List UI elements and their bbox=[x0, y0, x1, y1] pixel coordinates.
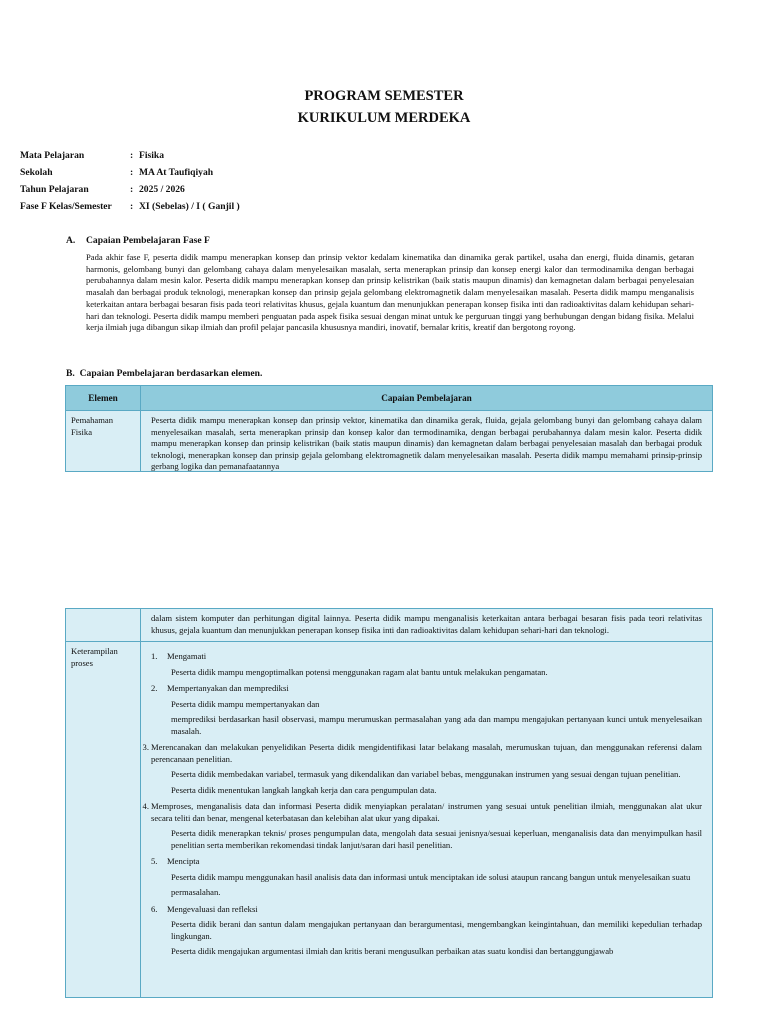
list-item-desc: Peserta didik mampu mempertanyakan dan bbox=[171, 698, 320, 709]
meta-row-school: Sekolah : MA At Taufiqiyah bbox=[20, 167, 240, 184]
capaian-continued: dalam sistem komputer dan perhitungan digital lainnya. Peserta didik mampu menganalisis keterkaitan antara berbagai besaran fisis pada teori relativitas khusus, gejala kuantum dan menunjukkan penerapan konsep fisika inti dan radioaktivitas dalam kehidupan sehari-hari dan teknologi. bbox=[141, 609, 713, 642]
meta-block bbox=[20, 150, 240, 218]
column-header-elemen: Elemen bbox=[66, 386, 141, 411]
table-row bbox=[66, 609, 713, 642]
meta-key: Fase F Kelas/Semester bbox=[20, 201, 112, 212]
section-number: A. bbox=[66, 235, 76, 246]
meta-row-subject: Mata Pelajaran : Fisika bbox=[20, 150, 240, 167]
document-subtitle: KURIKULUM MERDEKA bbox=[297, 110, 471, 126]
capaian-text: Peserta didik mampu menerapkan konsep dan prinsip vektor, kinematika dan dinamika gerak, fluida, gejala gelombang bunyi dan gelombang cahaya dalam menyelesaikan masalah, serta menerapkan prinsip dan konsep kalor dan termodinamika, dengan berbagai perubahannya dalam mesin kalor. Peserta didik mampu menerapkan konsep dan prinsip kelistrikan (baik statis maupun dinamis) dan kemagnetan dalam berbagai penyelesaian masalah dan berbagai produk teknologi, menerapkan konsep dan prinsip gejala gelombang elektromagnetik dalam menyelesaikan masalah. Peserta didik mampu memahami prinsip-prinsip gerbang logika dan pemanafaatannya bbox=[151, 415, 702, 471]
meta-value: MA At Taufiqiyah bbox=[139, 167, 214, 178]
list-item-desc: Peserta didik berani dan santun dalam mengajukan pertanyaan dan berargumentasi, mengembangkan keingintahuan, dan memiliki kepedulian terhadap lingkungan. bbox=[171, 919, 702, 941]
list-item: 5. Mencipta bbox=[151, 856, 200, 866]
cp-table-page1 bbox=[65, 385, 713, 472]
section-a-paragraph: Pada akhir fase F, peserta didik mampu menerapkan konsep dan prinsip vektor kedalam kinematika dan dinamika gerak partikel, usaha dan energi, fluida dinamis, getaran harmonis, gelombang bunyi dan gelombang cahaya dalam menyelesaikan masalah, serta menerapkan prinsip dan konsep energi kalor dan termodinamika dengan berbagai perubahannya dalam mesin kalor. Peserta didik mampu menerapkan konsep dan prinsip kelistrikan (baik statis maupun dinamis) dan kemagnetan dalam berbagai penyelesaian masalah dan berbagai produk teknologi, menerapkan konsep dan prinsip gejala gelombang elektromagnetik dalam menyelesaikan masalah. Peserta didik mampu menganalisis keterkaitan antara berbagai besaran fisis pada teori relativitas khusus, gejala kuantum dan menunjukkan penerapan konsep fisika inti dan radioaktivitas dalam kehidupan sehari-hari dan teknologi. Peserta didik mampu memberi penguatan pada aspek fisika sesuai dengan minat untuk ke perguruan tinggi yang berhubungan dengan bidang fisika. Melalui kerja ilmiah juga dibangun sikap ilmiah dan profil pelajar pancasila khususnya mandiri, inovatif, bernalar kritis, kreatif dan bergotong royong. bbox=[86, 252, 694, 333]
list-item-desc: Peserta didik mampu mengoptimalkan potensi menggunakan ragam alat bantu untuk melakukan pengamatan. bbox=[171, 666, 548, 677]
section-number: B. bbox=[66, 368, 75, 379]
list-item: 4. Memproses, menganalisis data dan informasi Peserta didik menyiapkan peralatan/ instrumen yang sesuai untuk penelitian ilmiah, menggunakan alat ukur secara teliti dan benar, mengenal keterbatasan dan kelebihan alat ukur yang dipakai. bbox=[142, 801, 702, 823]
section-title: Capaian Pembelajaran Fase F bbox=[86, 235, 210, 246]
meta-value: 2025 / 2026 bbox=[139, 184, 185, 195]
list-item-desc: Peserta didik mengajukan argumentasi ilmiah dan kritis berani mengusulkan perbaikan atas suatu kondisi dan bertanggungjawab bbox=[171, 946, 614, 956]
meta-value: Fisika bbox=[139, 150, 165, 161]
meta-key: Sekolah bbox=[20, 167, 53, 178]
section-title: Capaian Pembelajaran berdasarkan elemen. bbox=[79, 368, 263, 379]
capaian-cell bbox=[141, 411, 713, 472]
section-b-heading bbox=[66, 368, 262, 379]
section-a-heading bbox=[66, 235, 210, 246]
meta-row-class: Fase F Kelas/Semester : XI (Sebelas) / I ( Ganjil ) bbox=[20, 201, 240, 218]
meta-key: Mata Pelajaran bbox=[20, 150, 85, 161]
list-item-desc: Peserta didik menerapkan teknis/ proses pengumpulan data, mengolah data sesuai jenisnya/sesuai keperluan, menganalisis data dan menyimpulkan hasil penelitian serta memberikan rekomendasi tindak lanjut/saran dari hasil penelitian. bbox=[171, 828, 702, 850]
list-item: 1. Mengamati bbox=[151, 651, 207, 661]
document-title: PROGRAM SEMESTER bbox=[304, 88, 464, 104]
cp-table-page2 bbox=[65, 608, 713, 998]
elemen-cell: Pemahaman Fisika bbox=[66, 411, 141, 472]
list-item-desc: Peserta didik membedakan variabel, termasuk yang dikendalikan dan variabel bebas, menggunakan instrumen yang sesuai dengan tujuan penelitian. bbox=[171, 769, 681, 779]
meta-key: Tahun Pelajaran bbox=[20, 184, 89, 195]
keterampilan-cell bbox=[141, 642, 713, 998]
list-item-desc: Peserta didik mampu menggunakan hasil analisis data dan informasi untuk menciptakan ide solusi ataupun rancang bangun untuk menyelesaikan suatu bbox=[171, 871, 691, 882]
list-item-desc: memprediksi berdasarkan hasil observasi, mampu merumuskan permasalahan yang ada dan mampu mengajukan pertanyaan kunci untuk menyelesaikan masalah. bbox=[171, 714, 702, 736]
list-item: 6. Mengevaluasi dan refleksi bbox=[151, 903, 258, 914]
elemen-cell-empty bbox=[66, 609, 141, 642]
elemen-cell: Keterampilan proses bbox=[66, 642, 141, 998]
table-row bbox=[66, 642, 713, 998]
list-item-desc: permasalahan. bbox=[171, 887, 221, 897]
list-item: 3. Merencanakan dan melakukan penyelidikan Peserta didik mengidentifikasi latar belakang masalah, merumuskan tujuan, dan menggunakan referensi dalam perencanaan penelitian. bbox=[142, 742, 702, 764]
list-item: 2. Mempertanyakan dan memprediksi bbox=[151, 683, 289, 693]
list-item-desc: Peserta didik menentukan langkah langkah kerja dan cara pengumpulan data. bbox=[171, 784, 437, 795]
table-row bbox=[66, 411, 713, 472]
meta-value: XI (Sebelas) / I ( Ganjil ) bbox=[139, 201, 240, 212]
meta-row-year: Tahun Pelajaran : 2025 / 2026 bbox=[20, 184, 240, 201]
column-header-capaian: Capaian Pembelajaran bbox=[141, 386, 713, 411]
